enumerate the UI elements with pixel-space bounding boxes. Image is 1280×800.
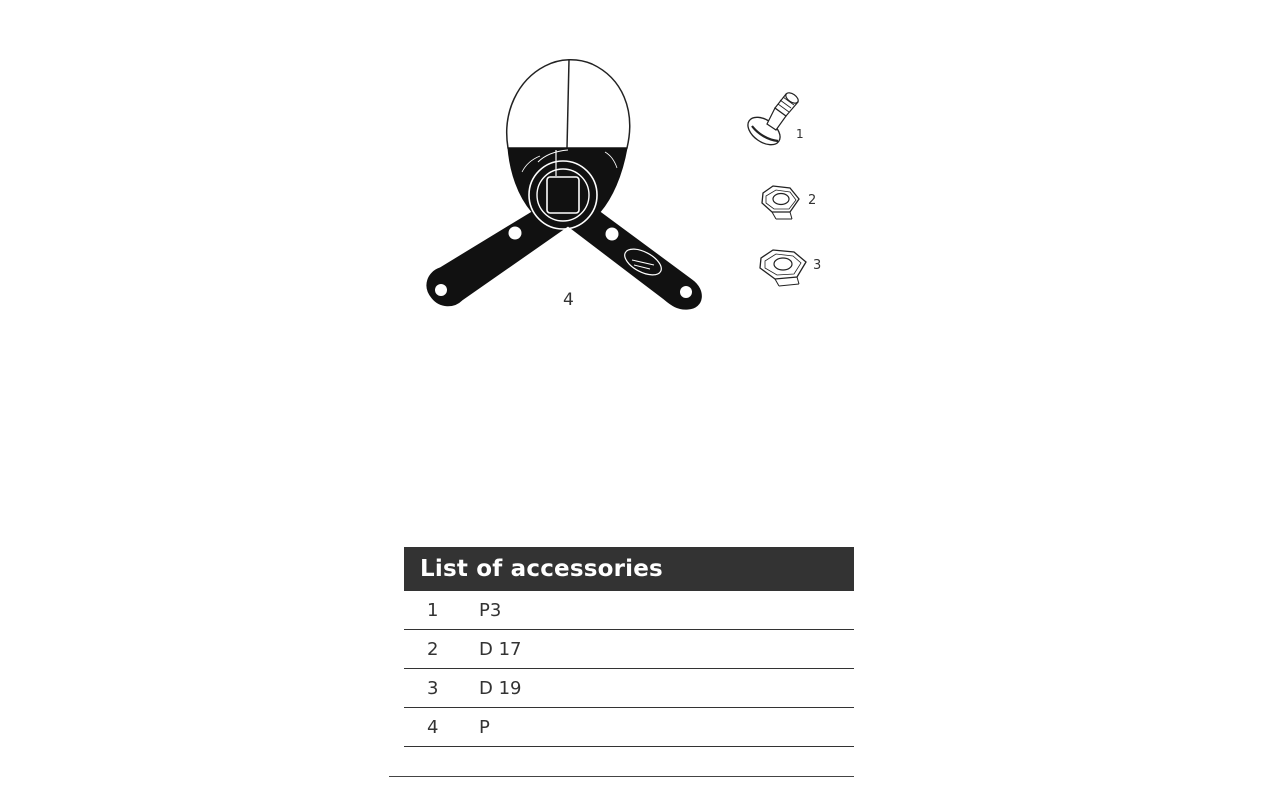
table-row — [404, 630, 854, 669]
callout-2: 2 — [808, 193, 817, 208]
callout-4: 4 — [563, 290, 574, 310]
row-number: 4 — [427, 716, 439, 738]
callout-1: 1 — [796, 127, 804, 141]
table-title: List of accessories — [404, 547, 854, 591]
mounting-bracket-icon — [427, 60, 701, 309]
row-code: D 19 — [479, 677, 522, 699]
row-code: D 17 — [479, 638, 522, 660]
row-number: 1 — [427, 599, 439, 621]
row-number: 2 — [427, 638, 439, 660]
table-row — [404, 591, 854, 630]
table-row — [404, 708, 854, 747]
row-code: P3 — [479, 599, 502, 621]
row-code: P — [479, 716, 490, 738]
callout-3: 3 — [813, 258, 822, 273]
table-row — [404, 669, 854, 708]
bottom-divider — [389, 776, 854, 777]
row-number: 3 — [427, 677, 439, 699]
hex-nut-icon — [762, 186, 799, 219]
hex-nut-icon — [760, 250, 806, 286]
carriage-bolt-icon — [743, 91, 800, 151]
accessories-table — [404, 547, 854, 747]
